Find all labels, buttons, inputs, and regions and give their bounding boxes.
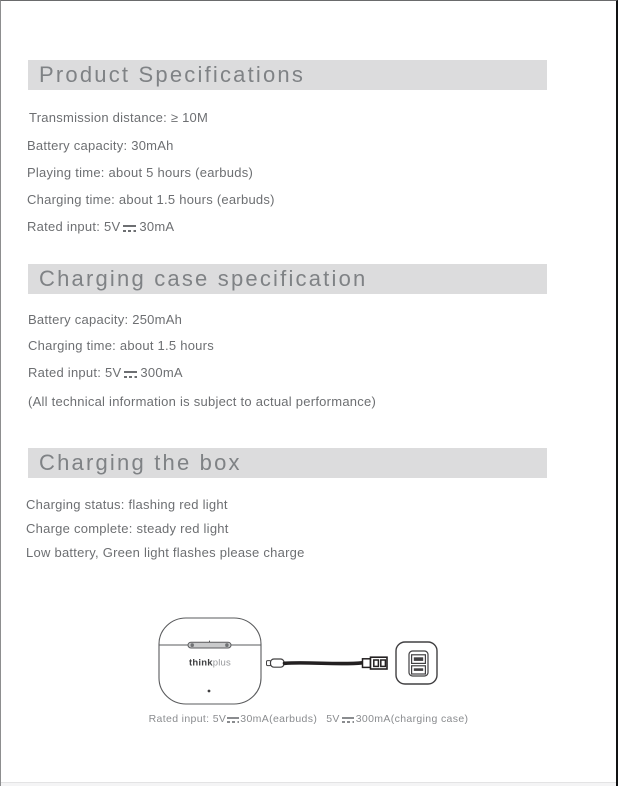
dc-symbol-icon [342,716,354,723]
section-title: Charging case specification [39,266,368,291]
section-header-charging-case-specification [28,264,547,294]
spec-line-case-charging-time: Charging time: about 1.5 hours [28,338,214,353]
usb-port-bottom [412,666,426,674]
spec-line-battery-capacity: Battery capacity: 30mAh [27,138,174,153]
spec-line-rated-input: Rated input: 5V 30mA [27,219,175,234]
spec-line-transmission-distance: Transmission distance: ≥ 10M [29,110,209,125]
section-title: Charging the box [39,450,242,475]
usb-c-plug [271,659,285,667]
charging-illustration [141,609,481,709]
thinkplus-logo: thinkplus [189,657,231,669]
illustration-caption: Rated input: 5V 30mA(earbuds) 5V 300mA(charging case) [148,713,469,725]
usb-a-collar [363,659,371,668]
section-header-charging-the-box [28,448,547,478]
spec-line-playing-time: Playing time: about 5 hours (earbuds) [27,165,254,180]
dc-symbol-icon [124,370,137,378]
charging-case [159,618,261,704]
section-header-product-specifications [28,60,547,90]
wall-charger [396,642,437,684]
led-indicator [208,690,211,693]
dc-symbol-icon [227,716,239,723]
page-bottom-edge [1,782,616,786]
section-title: Product Specifications [39,62,306,87]
spec-line-charging-time: Charging time: about 1.5 hours (earbuds) [27,192,275,207]
spec-line-case-rated-input: Rated input: 5V 300mA [28,365,183,380]
status-line-low-battery: Low battery, Green light flashes please charge [26,545,305,560]
cable-wire [285,663,363,664]
hinge-pill [188,641,231,648]
usb-port-top [412,655,426,664]
spec-note-disclaimer: (All technical information is subject to actual performance) [28,394,377,409]
spec-line-case-battery-capacity: Battery capacity: 250mAh [28,312,183,327]
status-line-charging: Charging status: flashing red light [26,497,228,512]
dc-symbol-icon [123,224,136,232]
usb-cable [267,657,388,669]
status-line-complete: Charge complete: steady red light [26,521,229,536]
